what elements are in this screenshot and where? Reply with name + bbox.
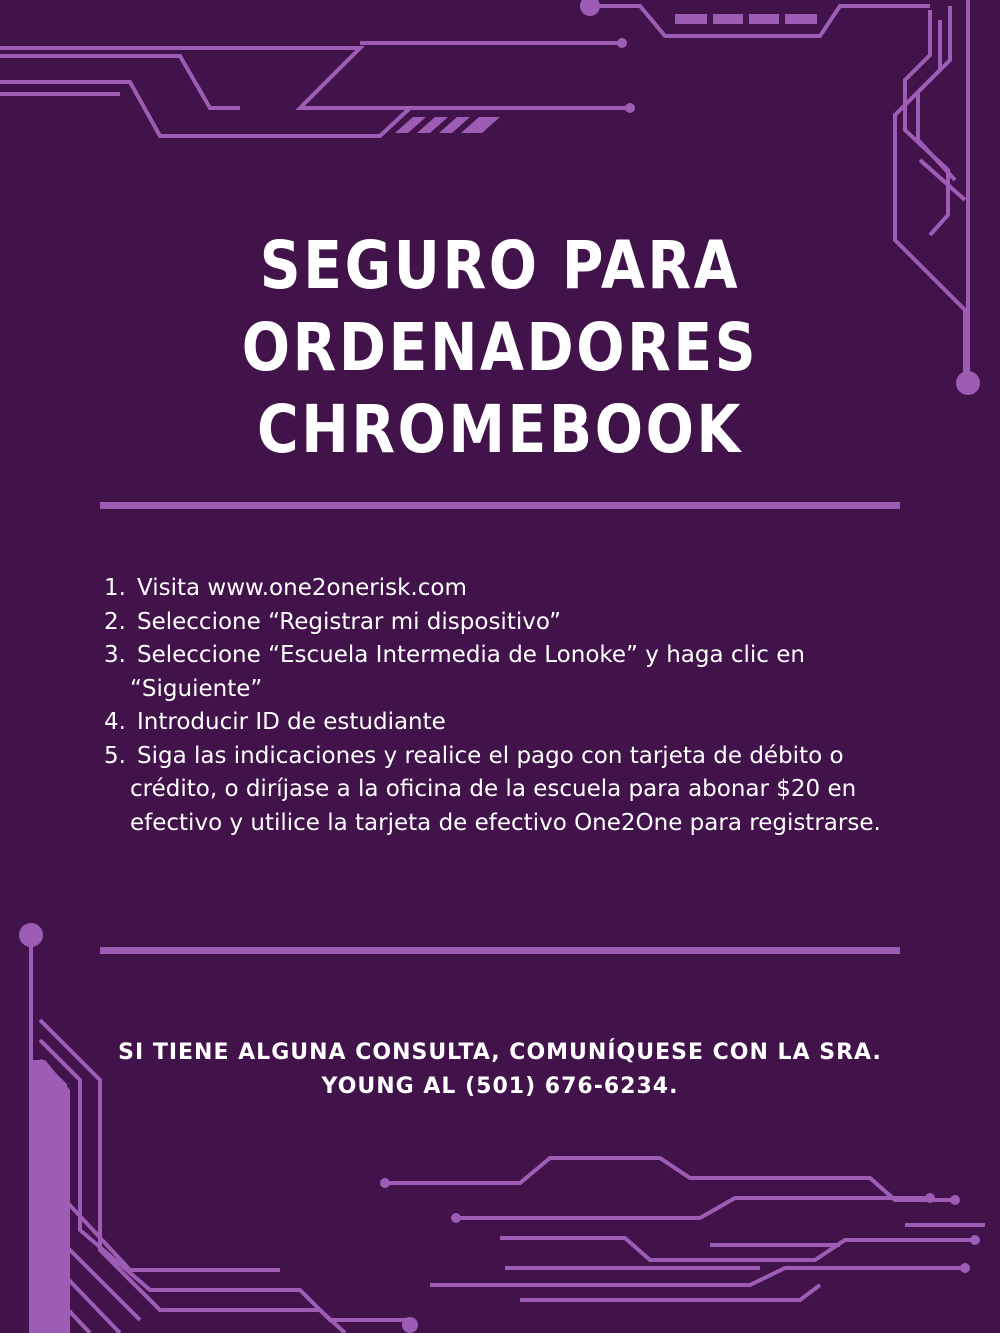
step-item: [104, 740, 924, 841]
bottom-divider: [100, 947, 900, 954]
step-item: [104, 572, 924, 606]
step-number: 1.: [104, 575, 126, 601]
title-line-3: CHROMEBOOK: [257, 391, 743, 468]
step-number: 5.: [104, 742, 126, 769]
step-number: 3.: [104, 642, 126, 668]
contact-line-1: SI TIENE ALGUNA CONSULTA, COMUNÍQUESE CON LA SRA.: [118, 1040, 882, 1065]
title-line-2: ORDENADORES: [241, 309, 759, 386]
step-text: Visita www.one2onerisk.com: [137, 575, 467, 601]
step-text: Introducir ID de estudiante: [137, 709, 446, 735]
title-line-1: SEGURO PARA: [259, 227, 741, 304]
step-number: 4.: [104, 709, 126, 735]
registration-steps: [104, 572, 924, 840]
step-text: Seleccione “Escuela Intermedia de Lonoke” y haga clic en: [137, 642, 805, 668]
step-text-continued: “Siguiente”: [130, 675, 263, 702]
top-divider: [100, 502, 900, 509]
contact-line-2: YOUNG AL (501) 676-6234.: [321, 1074, 679, 1099]
step-item: [104, 606, 924, 640]
step-text: Seleccione “Registrar mi dispositivo”: [137, 608, 562, 635]
step-item: [104, 706, 924, 740]
step-item: [104, 639, 924, 706]
contact-note: [0, 1036, 1000, 1104]
step-text: Siga las indicaciones y realice el pago con tarjeta de débito o: [137, 742, 844, 769]
step-text-continued: crédito, o diríjase a la oficina de la escuela para abonar $20 en efectivo y utilice la tarjeta de efectivo One2One para registrarse.: [130, 776, 881, 836]
step-number: 2.: [104, 608, 126, 635]
flyer-title: [70, 225, 930, 471]
